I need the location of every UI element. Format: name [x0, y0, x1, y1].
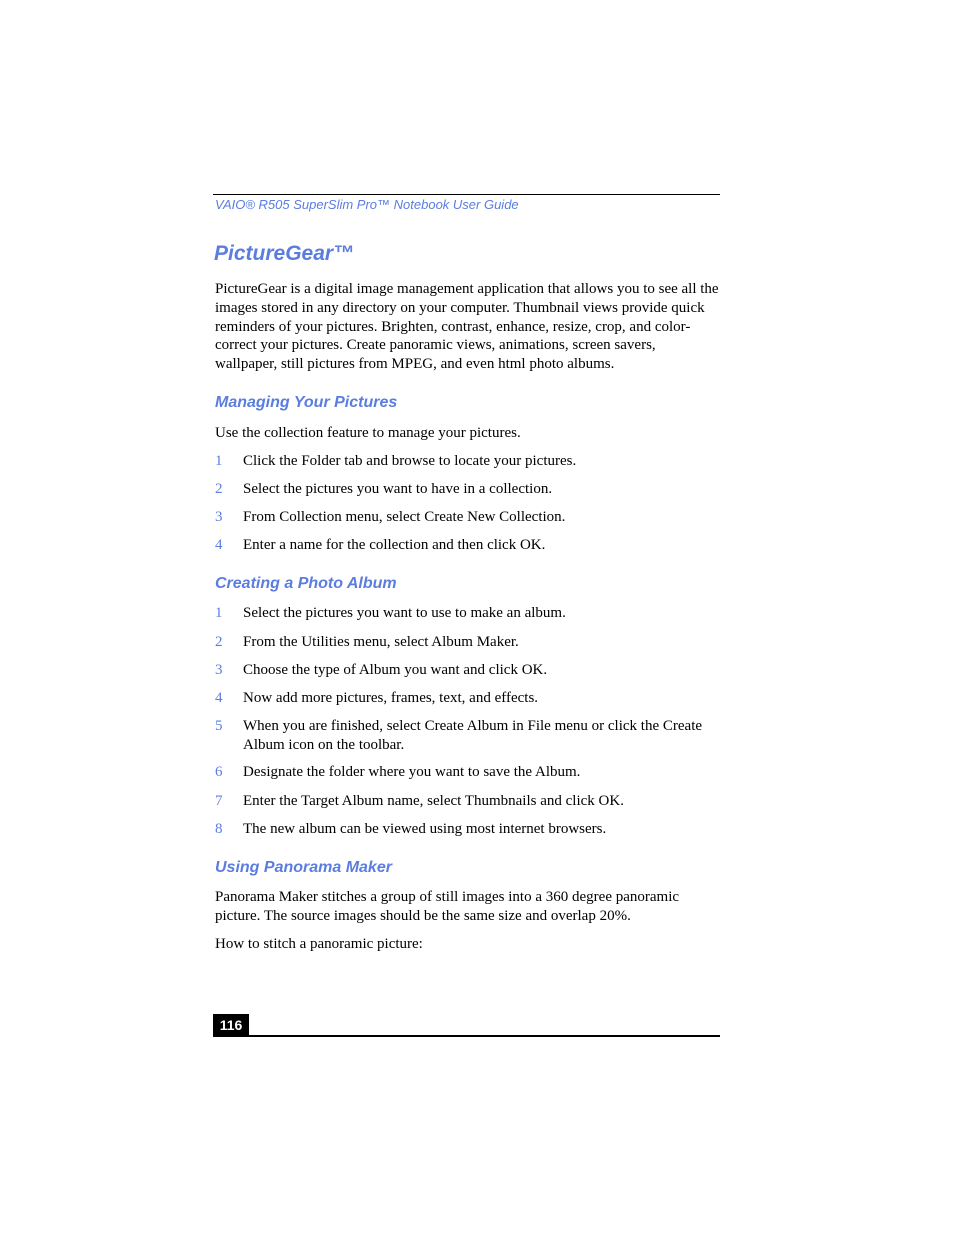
step-number: 1: [215, 605, 223, 621]
header-rule: [213, 194, 720, 195]
step-text: From the Utilities menu, select Album Maker.: [243, 634, 519, 650]
step-text: The new album can be viewed using most internet browsers.: [243, 821, 607, 837]
step-number: 8: [215, 821, 223, 837]
step-text: When you are finished, select Create Album in File menu or click the Create Album icon on the toolbar.: [243, 718, 703, 753]
managing-pictures-heading: Managing Your Pictures: [215, 394, 398, 411]
panorama-how-to: How to stitch a panoramic picture:: [215, 936, 423, 952]
step-text: From Collection menu, select Create New Collection.: [243, 509, 566, 525]
page-title: PictureGear™: [214, 242, 355, 265]
step-text: Select the pictures you want to use to make an album.: [243, 605, 566, 621]
step-text: Now add more pictures, frames, text, and effects.: [243, 690, 539, 706]
step-number: 4: [215, 690, 223, 706]
step-text: Choose the type of Album you want and click OK.: [243, 662, 548, 678]
step-number: 2: [215, 634, 223, 650]
step-text: Select the pictures you want to have in a collection.: [243, 481, 553, 497]
album-step-3: [215, 661, 721, 680]
album-step-1: [215, 604, 721, 623]
step-number: 1: [215, 453, 223, 469]
panorama-maker-heading: Using Panorama Maker: [215, 859, 392, 876]
step-number: 5: [215, 718, 223, 734]
album-step-8: [215, 820, 721, 839]
step-text: Designate the folder where you want to save the Album.: [243, 764, 581, 780]
step-number: 4: [215, 537, 223, 553]
page-number: 116: [213, 1014, 249, 1037]
intro-paragraph: PictureGear is a digital image management application that allows you to see all the images stored in any directory on your computer. Thumbnail views provide quick reminders of your pictures. Brighten, contrast, enhance, resize, crop, and color-correct your pictures. Create panoramic views, animations, screen savers, wallpaper, still pictures from MPEG, and even html photo albums.: [215, 281, 719, 373]
running-header: VAIO® R505 SuperSlim Pro™ Notebook User Guide: [215, 197, 519, 212]
creating-album-heading: Creating a Photo Album: [215, 575, 397, 592]
album-step-2: [215, 633, 721, 652]
step-number: 6: [215, 764, 223, 780]
step-text: Click the Folder tab and browse to locate your pictures.: [243, 453, 577, 469]
step-number: 3: [215, 662, 223, 678]
step-text: Enter a name for the collection and then click OK.: [243, 537, 546, 553]
managing-step-3: [215, 508, 721, 527]
managing-step-1: [215, 452, 721, 471]
step-text: Enter the Target Album name, select Thumbnails and click OK.: [243, 793, 624, 809]
album-step-6: [215, 763, 721, 782]
managing-step-4: [215, 536, 721, 555]
managing-step-2: [215, 480, 721, 499]
album-step-4: [215, 689, 721, 708]
step-number: 3: [215, 509, 223, 525]
step-number: 2: [215, 481, 223, 497]
managing-lead-text: Use the collection feature to manage your pictures.: [215, 425, 521, 441]
album-step-5: [215, 717, 721, 755]
panorama-description: Panorama Maker stitches a group of still images into a 360 degree panoramic picture. The source images should be the same size and overlap 20%.: [215, 889, 680, 924]
footer-rule: [213, 1035, 720, 1037]
step-number: 7: [215, 793, 223, 809]
album-step-7: [215, 792, 721, 811]
